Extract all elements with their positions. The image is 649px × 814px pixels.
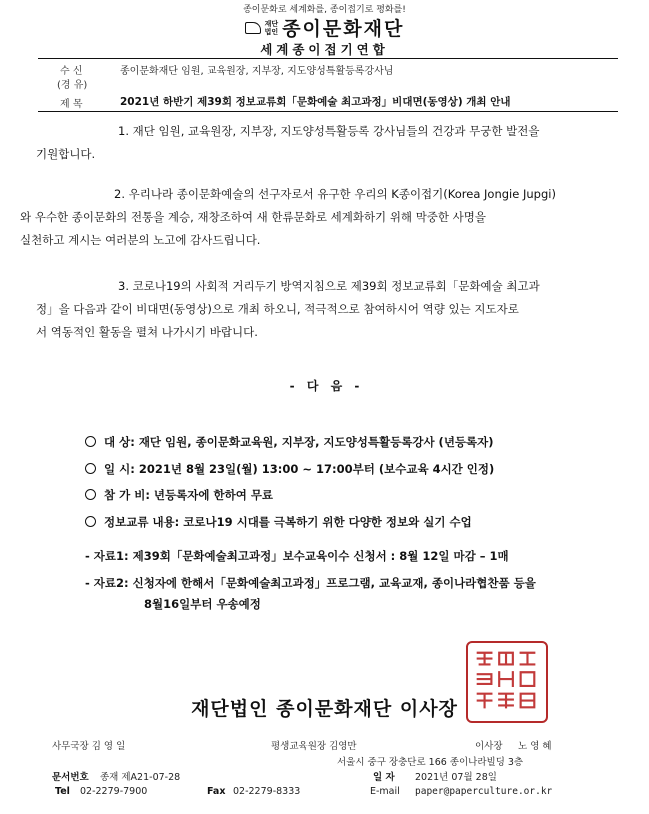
- list-item: 대 상: 재단 임원, 종이문화교육원, 지부장, 지도양성특활등록강사 (년등록자): [85, 434, 494, 450]
- tel-label: Tel: [55, 786, 70, 797]
- attachment-2-continued: 8월16일부터 우송예정: [144, 597, 261, 611]
- recipient-text: 종이문화재단 임원, 교육원장, 지부장, 지도양성특활등록강사님: [120, 66, 394, 77]
- attachment-2: - 자료2: 신청자에 한해서「문화예술최고과정」프로그램, 교육교재, 종이나라협찬품 등을: [85, 576, 536, 590]
- foundation-logo: [0, 14, 649, 41]
- paragraph-1: 1. 재단 임원, 교육원장, 지부장, 지도양성특활등록 강사님들의 건강과 무궁한 발전을 기원합니다.: [36, 124, 540, 161]
- signature-title: 재단법인 종이문화재단 이사장: [191, 698, 458, 720]
- fax-label: Fax: [207, 786, 226, 797]
- staff-chair-label: 이사장: [475, 741, 503, 752]
- list-item: 정보교류 내용: 코로나19 시대를 극복하기 위한 다양한 정보와 실기 수업: [85, 514, 472, 530]
- circle-bullet-icon: [85, 516, 96, 527]
- email[interactable]: paper@paperculture.or.kr: [415, 786, 553, 797]
- circle-bullet-icon: [85, 436, 96, 447]
- email-label: E-mail: [370, 786, 400, 797]
- header-divider: [38, 58, 618, 59]
- staff-chair-name: 노 영 혜: [518, 741, 552, 752]
- date: 2021년 07월 28일: [415, 772, 497, 783]
- doc-number: 종재 제A21-07-28: [100, 772, 181, 783]
- address: 서울시 중구 장충단로 166 종이나라빌딩 3층: [337, 757, 524, 768]
- logo-sub-text: 세계종이접기연합: [260, 42, 389, 57]
- staff-secretary: 사무국장 김 영 일: [52, 741, 126, 752]
- subject-label: 제 목: [60, 99, 83, 110]
- fax: 02-2279-8333: [233, 786, 301, 797]
- subject-text: 2021년 하반기 제39회 정보교류회「문화예술 최고과정」비대면(동영상) 개최 안내: [120, 96, 511, 108]
- circle-bullet-icon: [85, 489, 96, 500]
- doc-number-label: 문서번호: [52, 772, 89, 783]
- paragraph-3: 3. 코로나19의 사회적 거리두기 방역지침으로 제39회 정보교류회「문화예술 최고과 정」을 다음과 같이 비대면(동영상)으로 개최 하오니, 적극적으로 참여하시어 역량 있는 지도자로 서 역동적인 활동을 펼쳐 나가시기 바랍니다.: [36, 279, 540, 339]
- notice-title: - 다 음 -: [289, 379, 360, 393]
- staff-director: 평생교육원장 김영만: [271, 741, 357, 752]
- tel: 02-2279-7900: [80, 786, 148, 797]
- circle-bullet-icon: [85, 463, 96, 474]
- recipient-label: 수 신: [60, 66, 83, 77]
- via-label: (경 유): [57, 80, 88, 91]
- logo-small-text: 재단 법인: [264, 19, 279, 36]
- slogan: 종이문화로 세계화를, 종이접기로 평화를!: [243, 5, 406, 15]
- date-label: 일 자: [373, 772, 395, 783]
- subject-divider: [38, 111, 618, 112]
- paragraph-2: 2. 우리나라 종이문화예술의 선구자로서 유구한 우리의 K종이접기(Korea Jongie Jupgi) 와 우수한 종이문화의 전통을 계승, 재창조하여 새 한류문화로 세계화하기 위해 막중한 사명을 실천하고 계시는 여러분의 노고에 감사드립니다.: [20, 187, 556, 247]
- paper-logo-icon: [245, 22, 261, 34]
- list-item: 일 시: 2021년 8월 23일(월) 13:00 ~ 17:00부터 (보수교육 4시간 인정): [85, 461, 494, 477]
- attachment-1: - 자료1: 제39회「문화예술최고과정」보수교육이수 신청서 : 8월 12일 마감 – 1매: [85, 549, 509, 563]
- logo-main-text: 종이문화재단: [282, 18, 405, 40]
- list-item: 참 가 비: 년등록자에 한하여 무료: [85, 487, 273, 503]
